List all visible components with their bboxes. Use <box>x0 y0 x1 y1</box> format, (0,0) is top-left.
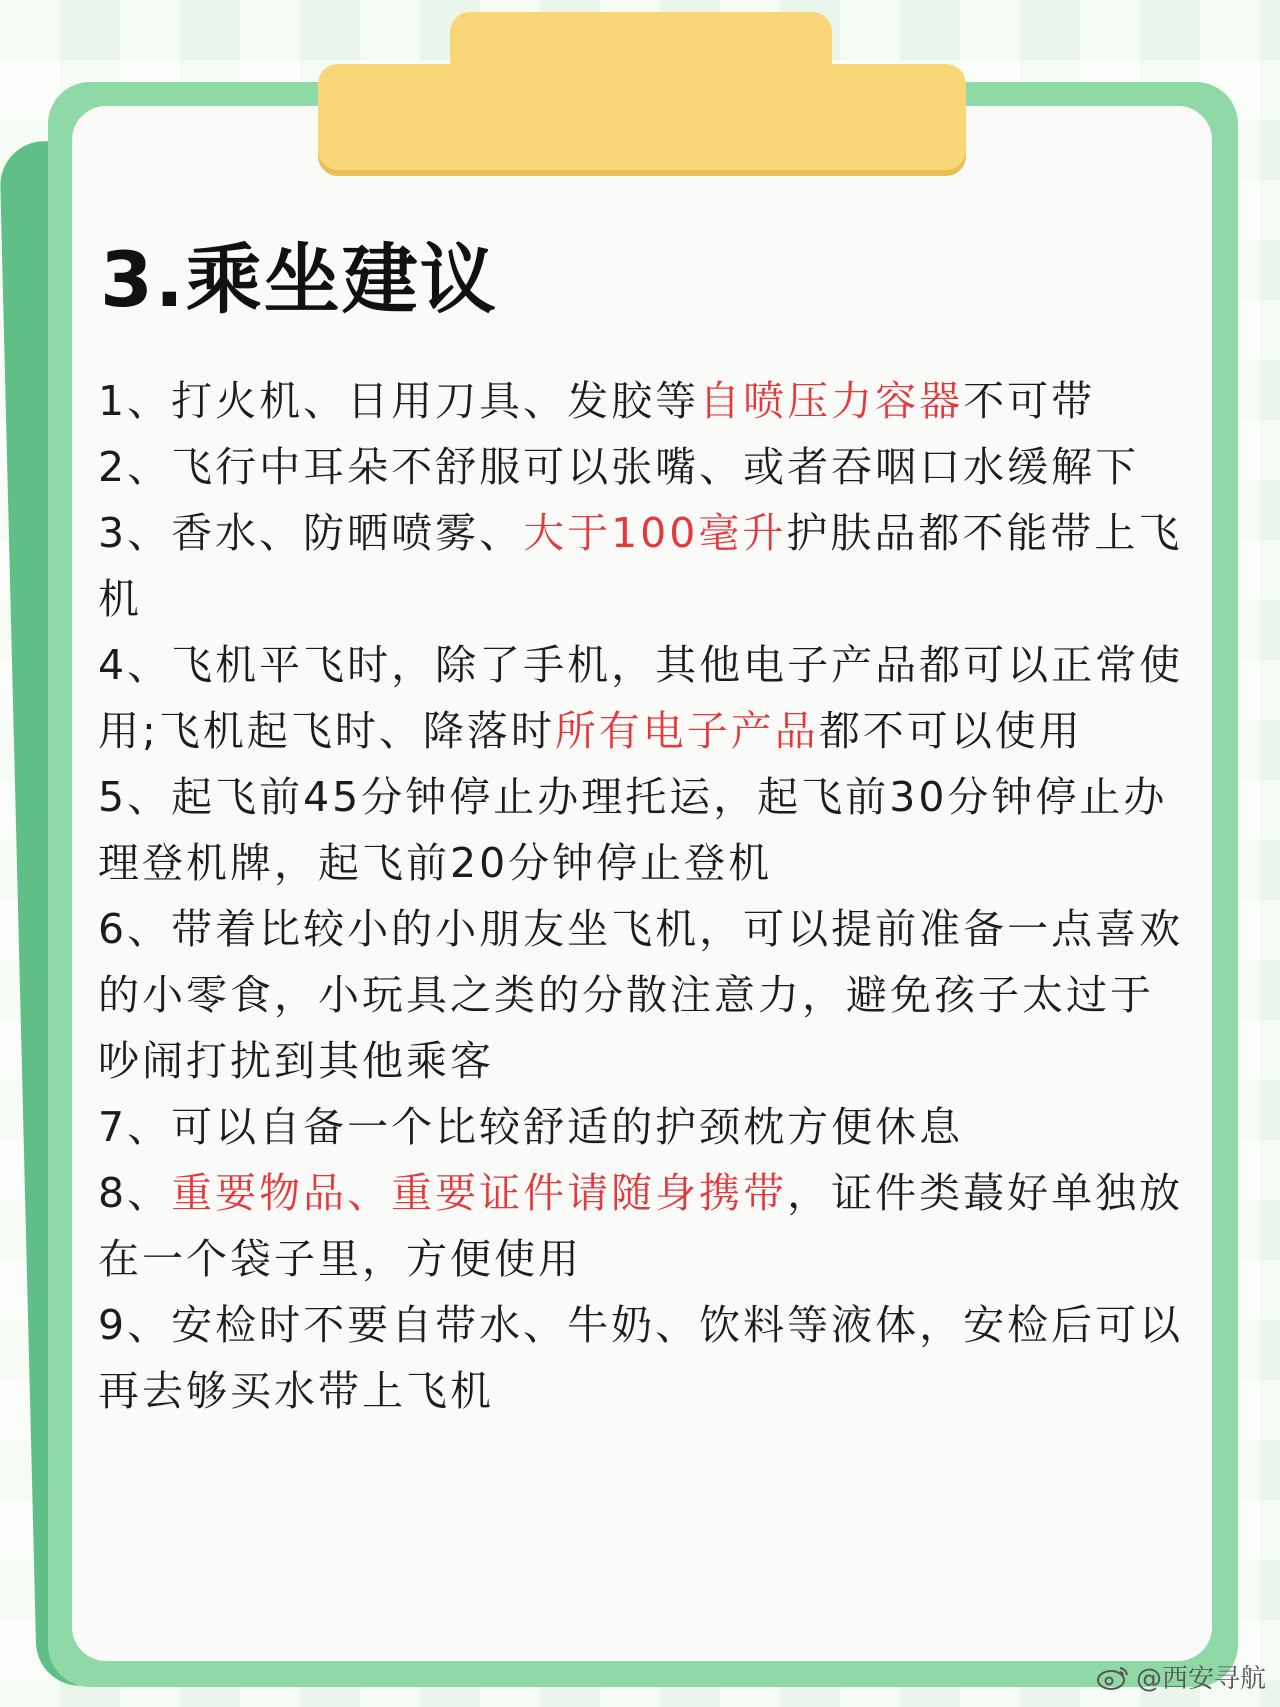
item-text: 护肤品都不能带上飞机 <box>98 509 1183 623</box>
item-text: 1、打火机、日用刀具、发胶等 <box>98 377 700 425</box>
list-item <box>98 500 1188 632</box>
item-text: 2、飞行中耳朵不舒服可以张嘴、或者吞咽口水缓解下 <box>98 443 1140 491</box>
clipboard-clip <box>318 64 966 170</box>
highlighted-text: 大于100毫升 <box>523 509 787 557</box>
item-text: 9、安检时不要自带水、牛奶、饮料等液体，安检后可以再去够买水带上飞机 <box>98 1301 1184 1415</box>
list-item <box>98 764 1188 896</box>
highlighted-text: 所有电子产品 <box>554 707 819 755</box>
weibo-icon <box>1096 1663 1130 1691</box>
watermark-text: @西安寻航 <box>1135 1664 1266 1694</box>
list-item <box>98 434 1188 500</box>
item-text: 不可带 <box>963 377 1096 425</box>
list-item <box>98 632 1188 764</box>
list-item <box>98 896 1188 1094</box>
item-text: ，证件类蕞好单独放在一个袋子里，方便使用 <box>98 1169 1184 1283</box>
item-text: 7、可以自备一个比较舒适的护颈枕方便休息 <box>98 1103 964 1151</box>
list-item <box>98 368 1188 434</box>
list-item <box>98 1094 1188 1160</box>
item-text: 都不可以使用 <box>818 707 1083 755</box>
highlighted-text: 自喷压力容器 <box>699 377 964 425</box>
list-item <box>98 1160 1188 1292</box>
highlighted-text: 重要物品、重要证件请随身携带 <box>171 1169 788 1217</box>
item-text: 8、 <box>98 1169 172 1217</box>
watermark <box>1096 1658 1266 1695</box>
item-text: 4、飞机平飞时，除了手机，其他电子产品都可以正常使用;飞机起飞时、降落时 <box>98 641 1184 755</box>
list-item <box>98 1292 1188 1424</box>
item-text: 6、带着比较小的小朋友坐飞机，可以提前准备一点喜欢的小零食，小玩具之类的分散注意力，避免孩子太过于吵闹打扰到其他乘客 <box>98 905 1184 1085</box>
tips-list <box>98 368 1188 1424</box>
item-text: 3、香水、防晒喷雾、 <box>98 509 524 557</box>
item-text: 5、起飞前45分钟停止办理托运，起飞前30分钟停止办理登机牌，起飞前20分钟停止登机 <box>98 773 1168 887</box>
page-title: 3.乘坐建议 <box>100 235 498 324</box>
